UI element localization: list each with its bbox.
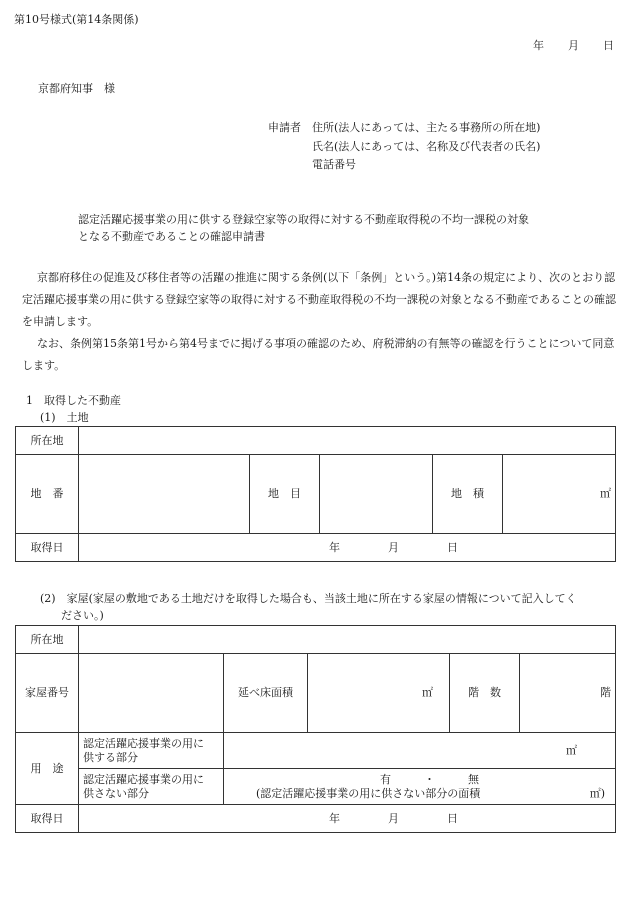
land-area-field[interactable] [503,455,616,534]
house-number-label: 家屋番号 [16,654,79,733]
land-acquired-date-field[interactable] [79,534,616,562]
house-use-label: 用 途 [16,733,79,805]
house-row-use-for [16,733,616,769]
land-area-unit: ㎡ [600,487,612,500]
land-row-location [16,427,616,455]
house-yes-no[interactable]: 有 ・ 無 [380,772,479,786]
house-row-details [16,654,616,733]
house-acquired-label: 取得日 [16,805,79,833]
house-floor-area-label: 延べ床面積 [224,654,308,733]
land-acquired-year: 年 [329,540,340,554]
body-paragraph-2: なお、条例第15条第1号から第4号までに掲げる事項の確認のため、府税滞納の有無等の確認を行うことについて同意します。 [22,337,615,372]
title-line-2: となる不動産であることの確認申請書 [78,230,265,243]
land-row-details [16,455,616,534]
land-heading: (1) 土地 [40,411,89,424]
house-not-use-label [79,769,224,805]
applicant-label: 申請者 [268,121,301,134]
applicant-address: 住所(法人にあっては、主たる事務所の所在地) [312,121,541,134]
section1-heading: 1 取得した不動産 [26,394,121,407]
land-area-label: 地 積 [433,455,503,534]
house-floors-field[interactable] [520,654,616,733]
house-not-use-field[interactable] [224,769,616,805]
house-use-for-line-1: 認定活躍応援事業の用に [83,736,204,750]
land-acquired-day: 日 [447,540,458,554]
land-category-label: 地 目 [250,455,320,534]
form-number: 第10号様式(第14条関係) [14,13,139,26]
body-paragraph-1: 京都府移住の促進及び移住者等の活躍の推進に関する条例(以下「条例」という。)第14条の規定により、次のとおり認定活躍応援事業の用に供する登録空家等の取得に対する不動産取得税の不均一課税の対象となる不動産であることの確認を申請します。 [22,271,616,328]
land-location-field[interactable] [79,427,616,455]
house-row-not-use [16,769,616,805]
house-heading-line-1: (2) 家屋(家屋の敷地である土地だけを取得した場合も、当該土地に所在する家屋の情報について記入してく [40,592,577,605]
house-floor-area-unit: ㎡ [422,686,433,699]
applicant-phone: 電話番号 [312,158,356,171]
land-lot-label: 地 番 [16,455,79,534]
house-acquired-date-field[interactable] [79,805,616,833]
house-row-location [16,626,616,654]
house-not-use-area-unit: ㎡) [589,786,606,800]
land-acquired-label: 取得日 [16,534,79,562]
date-year: 年 [533,39,544,52]
land-row-acquired [16,534,616,562]
land-location-label: 所在地 [16,427,79,455]
land-table [15,426,616,562]
house-location-label: 所在地 [16,626,79,654]
title-line-1: 認定活躍応援事業の用に供する登録空家等の取得に対する不動産取得税の不均一課税の対象 [78,213,529,226]
house-use-for-line-2: 供する部分 [83,750,138,764]
date-line [533,38,614,53]
land-lot-field[interactable] [79,455,250,534]
house-use-for-unit: ㎡ [566,743,578,757]
house-number-field[interactable] [79,654,224,733]
house-acquired-year: 年 [329,811,340,825]
house-table [15,625,616,833]
house-not-use-line-1: 認定活躍応援事業の用に [83,772,204,786]
date-month: 月 [568,39,579,52]
house-heading-line-2: ださい。) [61,609,104,622]
house-use-for-area-field[interactable] [224,733,616,769]
addressee: 京都府知事 様 [38,82,115,95]
land-category-field[interactable] [320,455,433,534]
house-not-use-area-label: (認定活躍応援事業の用に供さない部分の面積 [256,786,481,800]
house-floors-label: 階 数 [450,654,520,733]
house-location-field[interactable] [79,626,616,654]
house-row-acquired [16,805,616,833]
house-use-for-label [79,733,224,769]
applicant-name: 氏名(法人にあっては、名称及び代表者の氏名) [312,140,541,153]
date-day: 日 [603,39,614,52]
house-acquired-month: 月 [388,811,399,825]
house-acquired-day: 日 [447,811,458,825]
house-not-use-line-2: 供さない部分 [83,786,149,800]
house-floor-area-field[interactable] [308,654,450,733]
house-floors-unit: 階 [600,686,612,699]
land-acquired-month: 月 [388,540,399,554]
